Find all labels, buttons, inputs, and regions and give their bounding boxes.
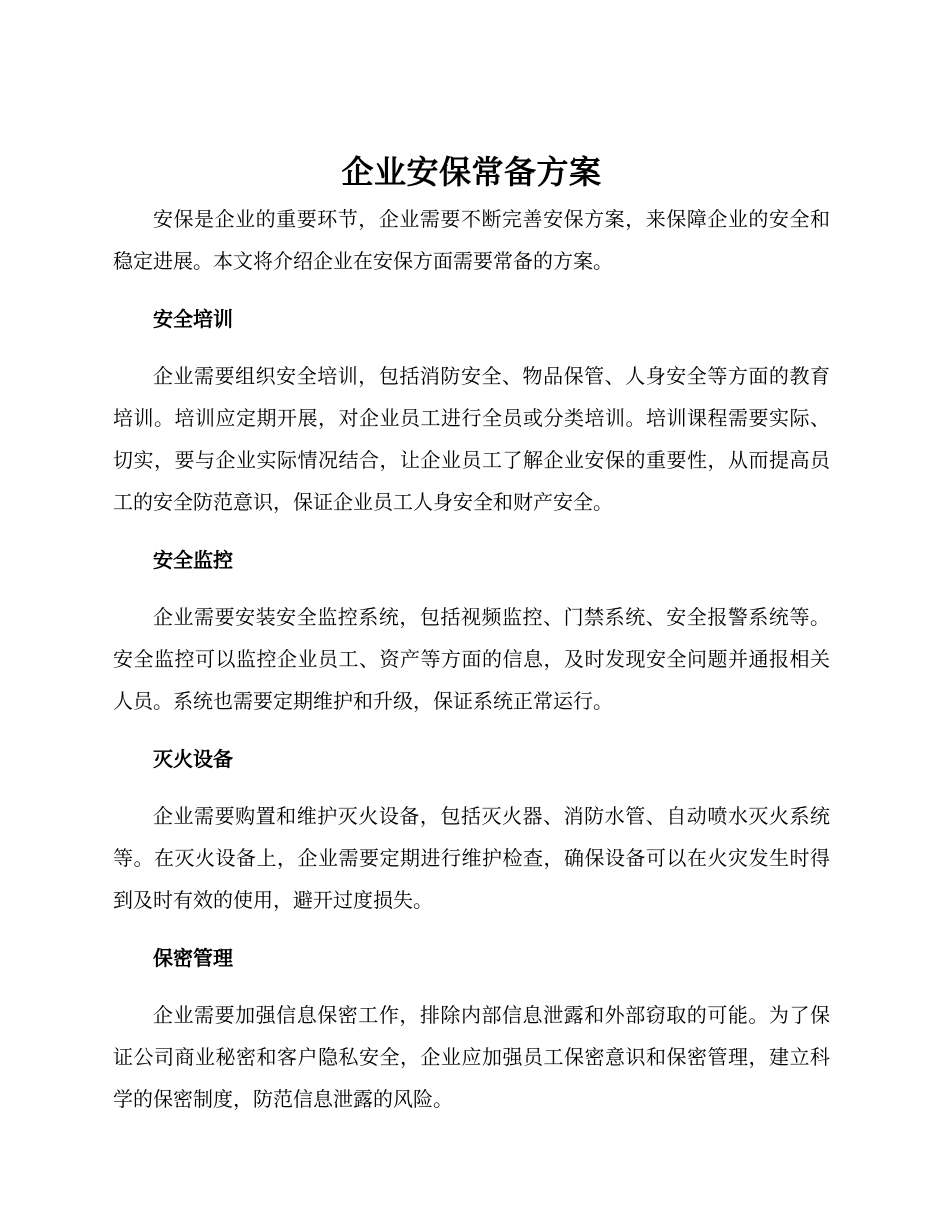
section-body: 企业需要购置和维护灭火设备，包括灭火器、消防水管、自动喷水灭火系统等。在灭火设备上，企业需要定期进行维护检查，确保设备可以在火灾发生时得到及时有效的使用，避开过度损失。	[113, 804, 830, 912]
section-body: 企业需要安装安全监控系统，包括视频监控、门禁系统、安全报警系统等。安全监控可以监控企业员工、资产等方面的信息，及时发现安全问题并通报相关人员。系统也需要定期维护和升级，保证系统正常运行。	[113, 605, 830, 713]
section-heading: 灭火设备	[153, 747, 233, 771]
section-fire-equipment	[113, 744, 830, 921]
section-confidentiality-management	[113, 943, 830, 1120]
section-safety-training	[113, 304, 830, 523]
section-heading: 保密管理	[153, 946, 233, 970]
section-body: 企业需要组织安全培训，包括消防安全、物品保管、人身安全等方面的教育培训。培训应定期开展，对企业员工进行全员或分类培训。培训课程需要实际、切实，要与企业实际情况结合，让企业员工了解企业安保的重要性，从而提高员工的安全防范意识，保证企业员工人身安全和财产安全。	[113, 364, 830, 514]
intro-paragraph: 安保是企业的重要环节，企业需要不断完善安保方案，来保障企业的安全和稳定进展。本文将介绍企业在安保方面需要常备的方案。	[113, 207, 830, 273]
section-heading: 安全监控	[153, 548, 233, 572]
section-security-monitoring	[113, 545, 830, 722]
document-title: 企业安保常备方案	[341, 153, 602, 191]
section-body: 企业需要加强信息保密工作，排除内部信息泄露和外部窃取的可能。为了保证公司商业秘密和客户隐私安全，企业应加强员工保密意识和保密管理，建立科学的保密制度，防范信息泄露的风险。	[113, 1003, 830, 1111]
section-heading: 安全培训	[153, 307, 233, 331]
